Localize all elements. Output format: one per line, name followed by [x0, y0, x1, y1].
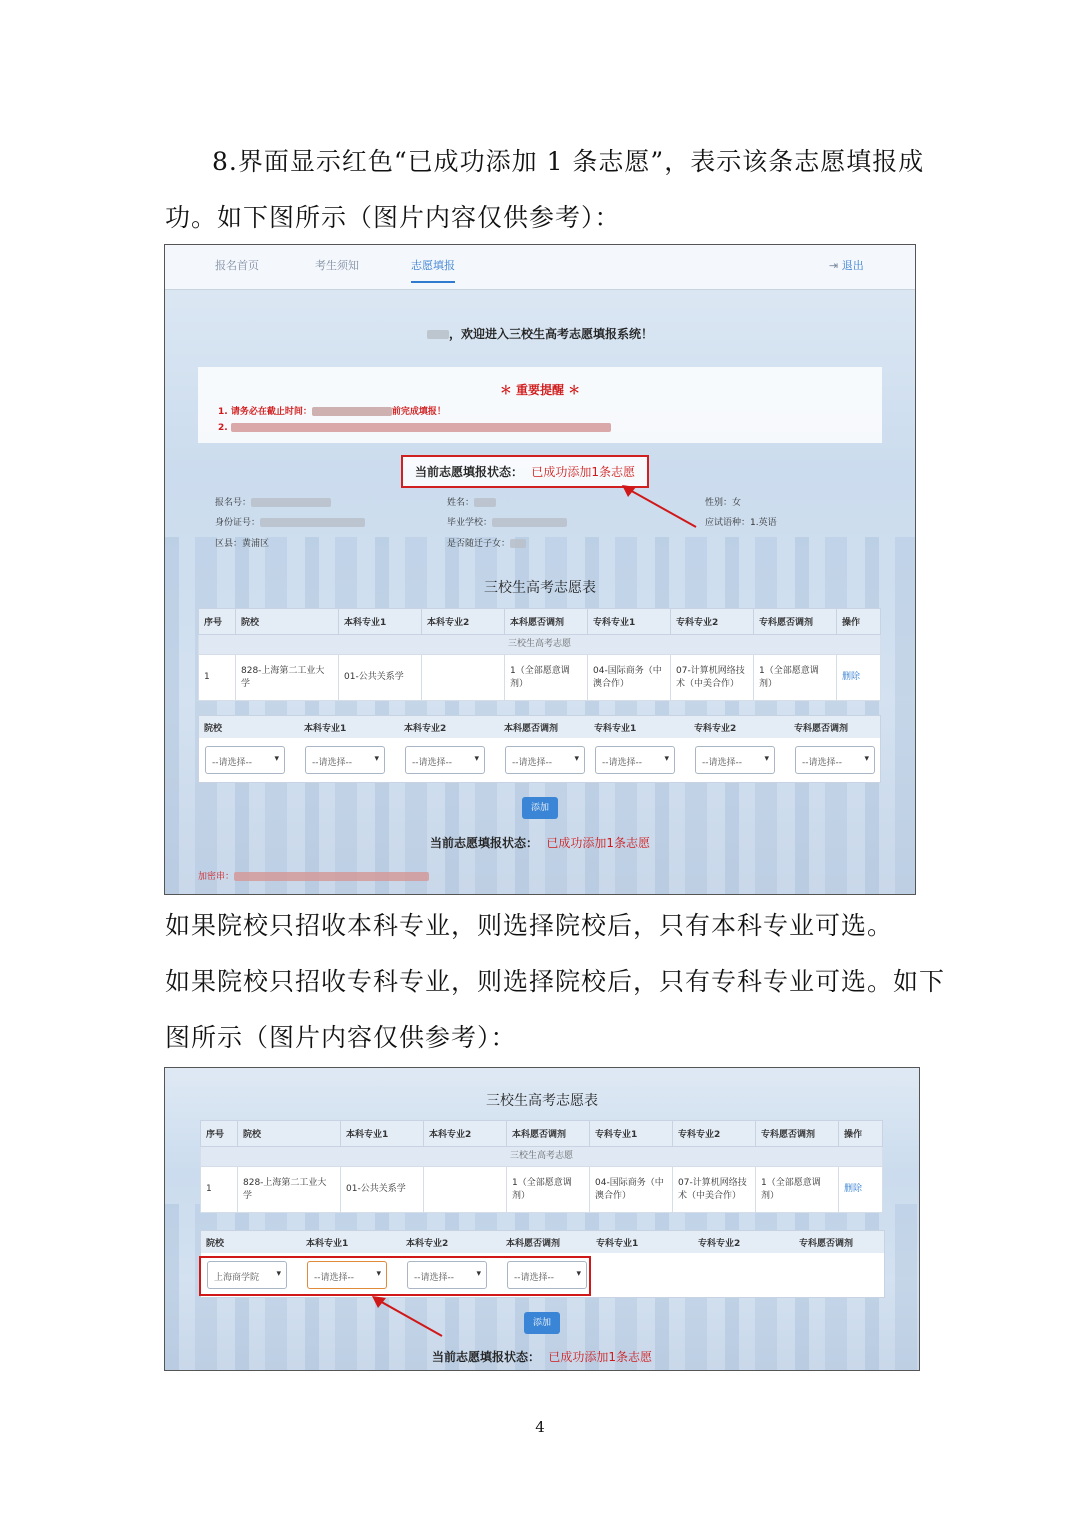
logout-icon: ⇥ — [829, 259, 839, 272]
paragraph-1-line-1: 8.界面显示红色“已成功添加 1 条志愿”，表示该条志愿填报成 — [212, 147, 925, 176]
reminder-line-1: 1. 请务必在截止时间： 前完成填报！ — [218, 407, 446, 417]
undergrad-major2-select[interactable]: --请选择-- ▾ — [405, 746, 485, 774]
add-button[interactable]: 添加 — [522, 797, 558, 819]
highlight-box — [199, 1256, 591, 1296]
page-number: 4 — [535, 1418, 545, 1436]
screenshot-junior-only — [164, 1067, 920, 1371]
table-subheader: 三校生高考志愿 — [201, 1147, 883, 1167]
welcome-text: ，欢迎进入三校生高考志愿填报系统！ — [165, 325, 915, 342]
exam-language: 应试语种：1.英语 — [705, 518, 777, 528]
encrypt-string: 加密串： — [198, 869, 429, 882]
table-header-row: 序号 院校 本科专业1 本科专业2 本科愿否调剂 专科专业1 专科专业2 专科愿否调剂 操作 — [201, 1121, 883, 1147]
id-number: 身份证号： — [215, 515, 365, 528]
important-reminder — [198, 367, 882, 443]
paragraph-3-line-1: 如果院校只招收专科专业，则选择院校后，只有专科专业可选。如下 — [165, 967, 946, 996]
top-nav — [165, 245, 915, 290]
migrant-child: 是否随迁子女： — [447, 536, 526, 549]
screenshot-wish-added — [164, 244, 916, 895]
table-row: 1 828-上海第二工业大学 01-公共关系学 1（全部愿意调剂） 04-国际商务（中澳合作） 07-计算机网络技术（中美合作） 1（全部愿意调剂） 删除 — [199, 655, 881, 701]
arrow-icon — [370, 1294, 450, 1340]
wish-table — [200, 1120, 883, 1213]
logout-link[interactable]: ⇥ 退出 — [829, 259, 864, 272]
school-select[interactable]: 上海商学院 ▾ — [207, 1261, 287, 1289]
undergrad-major1-select[interactable]: --请选择-- ▾ — [307, 1261, 387, 1289]
undergrad-major1-select[interactable]: --请选择-- ▾ — [305, 746, 385, 774]
paragraph-2: 如果院校只招收本科专业，则选择院校后，只有本科专业可选。 — [165, 911, 894, 940]
nav-wish[interactable]: 志愿填报 — [411, 257, 455, 283]
table-row: 1 828-上海第二工业大学 01-公共关系学 1（全部愿意调剂） 04-国际商务（中澳合作） 07-计算机网络技术（中美合作） 1（全部愿意调剂） 删除 — [201, 1167, 883, 1213]
gender: 性别：女 — [705, 498, 742, 508]
undergrad-adjust-select[interactable]: --请选择-- ▾ — [505, 746, 585, 774]
status-text: 当前志愿填报状态： 已成功添加1条志愿 — [431, 1350, 652, 1364]
district: 区县：黄浦区 — [215, 539, 270, 549]
graduate-school: 毕业学校： — [447, 515, 567, 528]
undergrad-major2-select[interactable]: --请选择-- ▾ — [407, 1261, 487, 1289]
delete-link[interactable]: 删除 — [839, 1167, 883, 1213]
add-button[interactable]: 添加 — [524, 1312, 560, 1334]
nav-notice[interactable]: 考生须知 — [315, 259, 359, 272]
add-wish-row: 院校 本科专业1 本科专业2 本科愿否调剂 专科专业1 专科专业2 专科愿否调剂 上海商学院 ▾ --请选择-- ▾ --请选择-- ▾ --请选择-- ▾ — [200, 1230, 885, 1298]
delete-link[interactable]: 删除 — [837, 655, 881, 701]
paragraph-1-line-2: 功。如下图所示（图片内容仅供参考）： — [165, 203, 621, 232]
table-subheader: 三校生高考志愿 — [199, 635, 881, 655]
status-box: 当前志愿填报状态： 已成功添加1条志愿 — [401, 455, 649, 488]
reminder-title: ＊ 重要提醒 ＊ — [499, 383, 581, 397]
paragraph-3-line-2: 图所示（图片内容仅供参考）： — [165, 1023, 517, 1052]
status-text: 当前志愿填报状态： 已成功添加1条志愿 — [429, 836, 650, 850]
add-wish-row: 院校 本科专业1 本科专业2 本科愿否调剂 专科专业1 专科专业2 专科愿否调剂 --请选择-- ▾ --请选择-- ▾ --请选择-- ▾ --请选择-- ▾ --请选择-- ▾ --请选择-- ▾ --请选择-- ▾ — [198, 715, 881, 783]
school-select[interactable]: --请选择-- ▾ — [205, 746, 285, 774]
table-header-row: 序号 院校 本科专业1 本科专业2 本科愿否调剂 专科专业1 专科专业2 专科愿否调剂 操作 — [199, 609, 881, 635]
junior-major1-select[interactable]: --请选择-- ▾ — [595, 746, 675, 774]
undergrad-adjust-select[interactable]: --请选择-- ▾ — [507, 1261, 587, 1289]
wish-table — [198, 608, 881, 701]
student-name: 姓名： — [447, 495, 496, 508]
arrow-icon — [620, 483, 700, 531]
reminder-line-2: 2. — [218, 423, 611, 433]
registration-number: 报名号： — [215, 495, 331, 508]
junior-adjust-select[interactable]: --请选择-- ▾ — [795, 746, 875, 774]
table-title: 三校生高考志愿表 — [486, 1093, 598, 1109]
junior-major2-select[interactable]: --请选择-- ▾ — [695, 746, 775, 774]
nav-home[interactable]: 报名首页 — [215, 259, 259, 272]
table-title: 三校生高考志愿表 — [484, 580, 596, 596]
